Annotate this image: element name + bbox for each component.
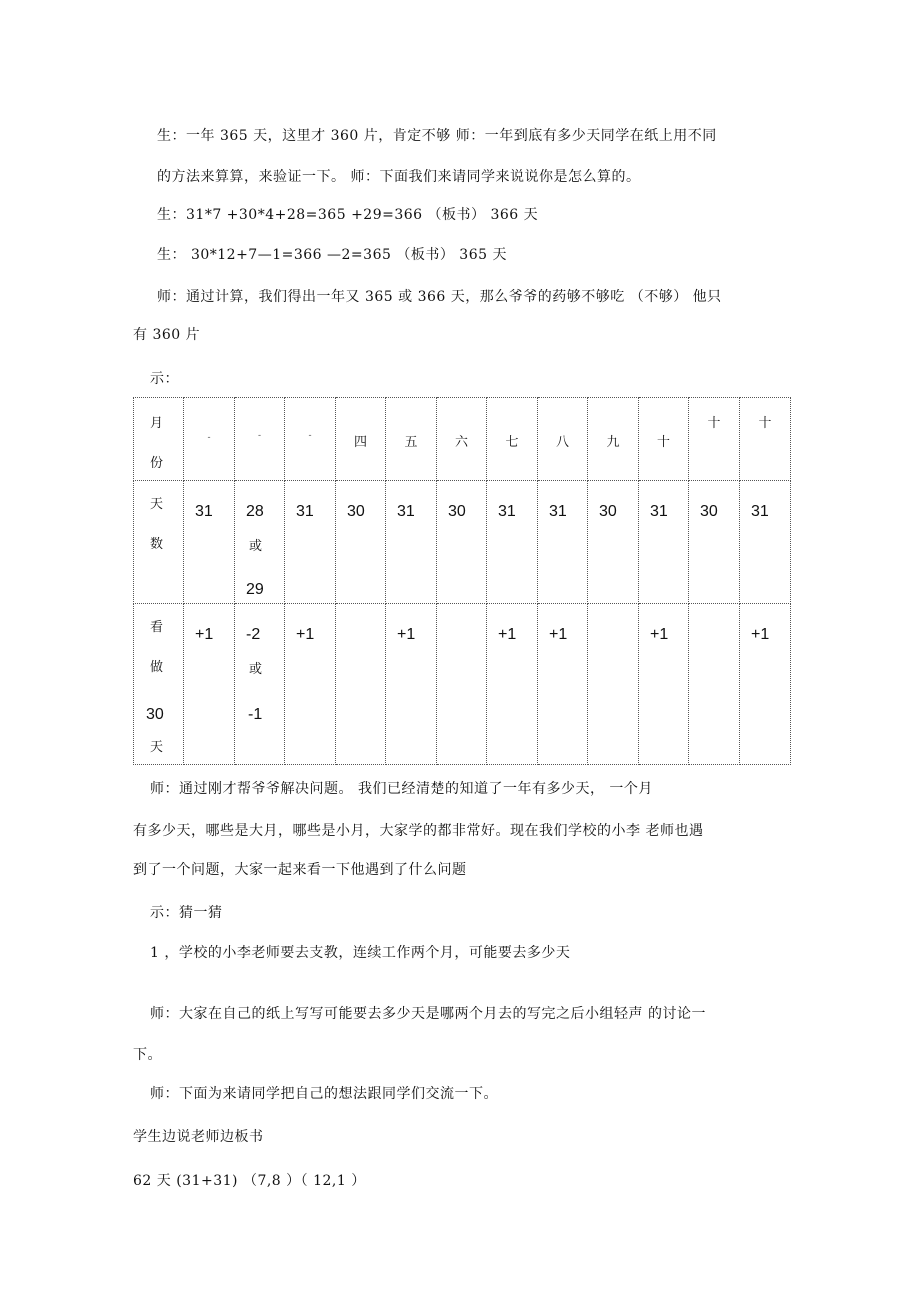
month-name: - <box>308 431 312 441</box>
month-cell <box>487 398 538 481</box>
adjust-cell <box>437 604 487 765</box>
adjust-value: -2 <box>246 626 261 643</box>
adjust-cell <box>689 604 740 765</box>
days-cell <box>336 481 386 604</box>
label-char: 月 <box>150 416 164 431</box>
adjust-cell <box>184 604 235 765</box>
table-row-months <box>134 398 791 481</box>
row-label-treat-as-30 <box>134 604 184 765</box>
adjust-value: +1 <box>296 626 315 643</box>
adjust-cell <box>538 604 588 765</box>
month-cell <box>285 398 336 481</box>
label-char: 天 <box>150 740 164 755</box>
days-value: 31 <box>296 503 314 520</box>
or-text: 或 <box>249 539 263 554</box>
month-cell <box>235 398 285 481</box>
adjust-value: +1 <box>195 626 214 643</box>
days-value: 28 <box>246 503 264 520</box>
adjust-cell <box>487 604 538 765</box>
month-cell <box>386 398 437 481</box>
month-cell <box>689 398 740 481</box>
month-cell <box>639 398 689 481</box>
adjust-value: +1 <box>397 626 416 643</box>
days-cell <box>487 481 538 604</box>
month-name: 九 <box>606 435 620 450</box>
adjust-cell <box>588 604 639 765</box>
adjust-cell <box>639 604 689 765</box>
text-line-8: 师：通过刚才帮爷爷解决问题。 我们已经清楚的知道了一年有多少天， 一个月 <box>150 781 653 797</box>
adjust-alt-value: -1 <box>248 706 263 723</box>
days-cell <box>538 481 588 604</box>
text-line-9: 有多少天，哪些是大月，哪些是小月，大家学的都非常好。现在我们学校的小李 老师也遇 <box>133 823 704 839</box>
label-char: 做 <box>150 660 164 675</box>
text-line-17: 62 天 (31+31) （7,8 ）（ 12,1 ） <box>133 1173 366 1189</box>
month-name: 十 <box>707 416 721 431</box>
adjust-value: +1 <box>650 626 669 643</box>
label-char: 份 <box>150 456 164 471</box>
month-cell <box>336 398 386 481</box>
month-name: 五 <box>404 435 418 450</box>
month-name: 八 <box>555 435 569 450</box>
adjust-cell <box>386 604 437 765</box>
text-line-16: 学生边说老师边板书 <box>133 1129 264 1145</box>
days-value: 31 <box>549 503 567 520</box>
month-cell <box>538 398 588 481</box>
days-cell <box>740 481 791 604</box>
label-number: 30 <box>146 706 164 723</box>
month-name: 四 <box>353 435 367 450</box>
text-line-14: 下。 <box>133 1047 162 1063</box>
month-name: - <box>207 433 211 443</box>
adjust-cell <box>285 604 336 765</box>
month-cell <box>588 398 639 481</box>
adjust-cell <box>740 604 791 765</box>
days-cell <box>235 481 285 604</box>
days-value: 31 <box>397 503 415 520</box>
text-line-3: 生：31*7 +30*4+28=365 +29=366 （板书） 366 天 <box>157 207 539 223</box>
days-cell <box>689 481 740 604</box>
row-label-days <box>134 481 184 604</box>
row-label-month <box>134 398 184 481</box>
month-name: 六 <box>454 435 468 450</box>
days-value: 31 <box>650 503 668 520</box>
table-row-days <box>134 481 791 604</box>
text-line-5: 师：通过计算，我们得出一年又 365 或 366 天，那么爷爷的药够不够吃 （不够） 他只 <box>157 289 722 305</box>
text-line-1: 生：一年 365 天，这里才 360 片，肯定不够 师：一年到底有多少天同学在纸上用不同 <box>157 128 717 144</box>
label-char: 天 <box>150 497 164 512</box>
days-value: 30 <box>347 503 365 520</box>
table-row-adjust <box>134 604 791 765</box>
text-line-12: 1 ，学校的小李老师要去支教，连续工作两个月，可能要去多少天 <box>150 945 571 961</box>
text-line-10: 到了一个问题，大家一起来看一下他遇到了什么问题 <box>133 862 467 878</box>
adjust-value: +1 <box>498 626 517 643</box>
days-value: 31 <box>498 503 516 520</box>
adjust-cell <box>235 604 285 765</box>
month-name: 十 <box>656 435 670 450</box>
month-cell <box>740 398 791 481</box>
label-char: 看 <box>150 620 164 635</box>
month-name: - <box>257 431 262 441</box>
text-line-15: 师：下面为来请同学把自己的想法跟同学们交流一下。 <box>150 1086 498 1102</box>
days-alt-value: 29 <box>246 581 264 598</box>
days-cell <box>285 481 336 604</box>
text-line-2: 的方法来算算，来验证一下。 师：下面我们来请同学来说说你是怎么算的。 <box>157 169 641 185</box>
days-value: 31 <box>751 503 769 520</box>
days-cell <box>184 481 235 604</box>
days-cell <box>386 481 437 604</box>
month-cell <box>437 398 487 481</box>
days-cell <box>437 481 487 604</box>
text-line-4: 生： 30*12+7—1=366 —2=365 （板书） 365 天 <box>157 247 507 263</box>
adjust-value: +1 <box>751 626 770 643</box>
label-char: 数 <box>150 537 164 552</box>
or-text: 或 <box>249 662 263 677</box>
month-name: 十 <box>758 416 772 431</box>
text-line-11: 示：猜一猜 <box>150 905 223 921</box>
adjust-cell <box>336 604 386 765</box>
text-line-7: 示： <box>150 371 179 387</box>
days-cell <box>588 481 639 604</box>
adjust-value: +1 <box>549 626 568 643</box>
month-days-table <box>133 397 791 765</box>
days-value: 30 <box>599 503 617 520</box>
text-line-6: 有 360 片 <box>133 327 201 343</box>
month-cell <box>184 398 235 481</box>
text-line-13: 师：大家在自己的纸上写写可能要去多少天是哪两个月去的写完之后小组轻声 的讨论一 <box>150 1006 706 1022</box>
days-value: 30 <box>700 503 718 520</box>
month-name: 七 <box>505 435 519 450</box>
days-value: 30 <box>448 503 466 520</box>
days-cell <box>639 481 689 604</box>
days-value: 31 <box>195 503 213 520</box>
